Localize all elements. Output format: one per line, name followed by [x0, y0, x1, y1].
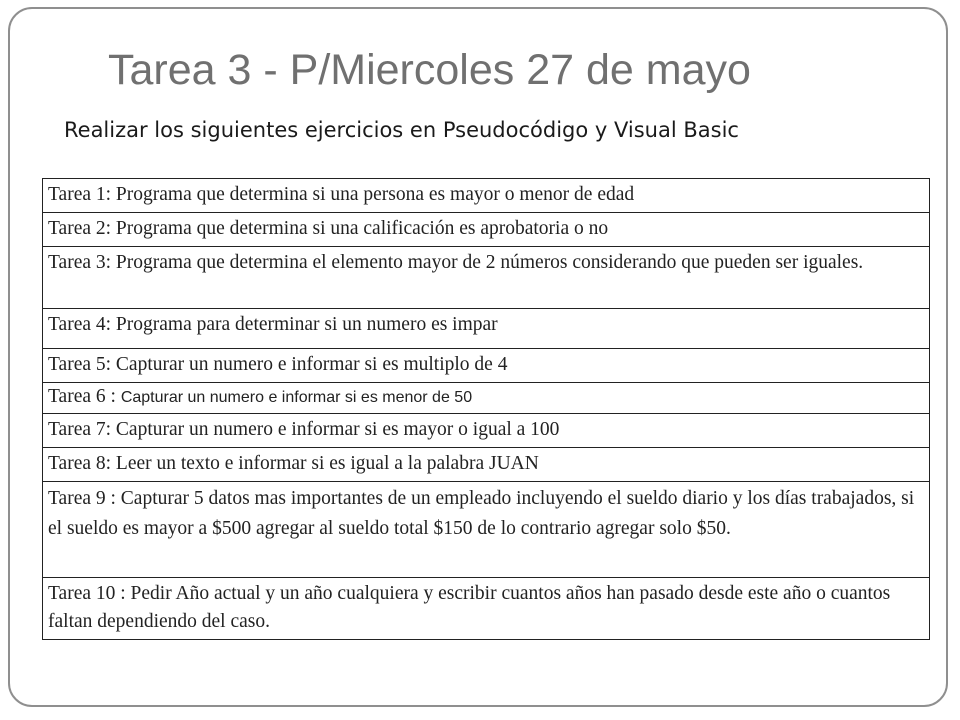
table-row — [43, 482, 930, 578]
task-4-cell: Tarea 4: Programa para determinar si un numero es impar — [43, 309, 930, 349]
slide-title: Tarea 3 - P/Miercoles 27 de mayo — [108, 46, 751, 94]
task-6-rest: Capturar un numero e informar si es menor de 50 — [120, 389, 473, 406]
table-row — [43, 179, 930, 213]
task-6-prefix: Tarea 6 : — [48, 386, 121, 407]
task-5-cell: Tarea 5: Capturar un numero e informar si es multiplo de 4 — [43, 349, 930, 383]
table-row — [43, 309, 930, 349]
task-1-cell: Tarea 1: Programa que determina si una persona es mayor o menor de edad — [43, 179, 930, 213]
task-2-cell: Tarea 2: Programa que determina si una calificación es aprobatoria o no — [43, 213, 930, 247]
table-row — [43, 383, 930, 414]
task-9-cell: Tarea 9 : Capturar 5 datos mas importantes de un empleado incluyendo el sueldo diario y los días trabajados, si el sueldo es mayor a $500 agregar al sueldo total $150 de lo contrario agregar solo $50. — [43, 482, 930, 578]
task-6-cell — [43, 383, 930, 414]
table-row — [43, 349, 930, 383]
table-row — [43, 578, 930, 640]
tasks-table — [42, 178, 930, 640]
task-3-cell: Tarea 3: Programa que determina el elemento mayor de 2 números considerando que pueden ser iguales. — [43, 247, 930, 309]
table-row — [43, 414, 930, 448]
slide-subtitle: Realizar los siguientes ejercicios en Pseudocódigo y Visual Basic — [64, 118, 739, 142]
task-8-cell: Tarea 8: Leer un texto e informar si es igual a la palabra JUAN — [43, 448, 930, 482]
table-row — [43, 213, 930, 247]
task-7-cell: Tarea 7: Capturar un numero e informar si es mayor o igual a 100 — [43, 414, 930, 448]
table-row — [43, 448, 930, 482]
task-10-cell: Tarea 10 : Pedir Año actual y un año cualquiera y escribir cuantos años han pasado desde este año o cuantos faltan dependiendo del caso. — [43, 578, 930, 640]
table-row — [43, 247, 930, 309]
